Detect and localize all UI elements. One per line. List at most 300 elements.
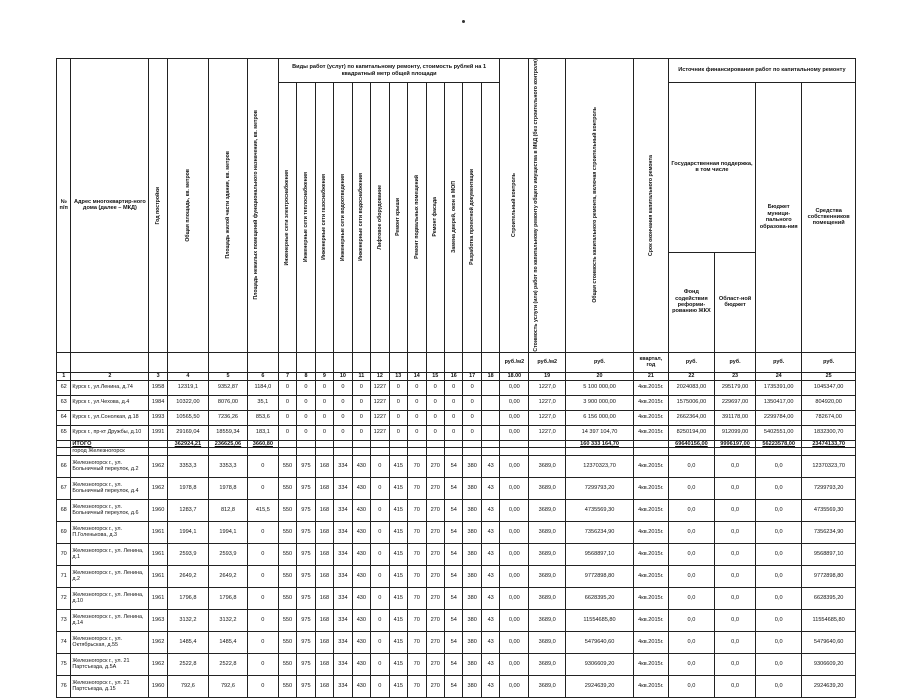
row-living-area: 3132,2 [208, 609, 247, 631]
row-work-cost: 0 [297, 395, 315, 410]
row-nonliving-area: 0 [247, 675, 278, 697]
row-regional: 912099,00 [715, 425, 756, 440]
row-work-cost: 380 [463, 587, 481, 609]
row-address: Железногорск г., ул. Ленина, д.14 [71, 609, 149, 631]
row-work-cost [481, 395, 500, 410]
row-number: 68 [57, 499, 71, 521]
row-work-cost: 334 [334, 587, 352, 609]
row-year: 1961 [149, 521, 167, 543]
row-work-cost: 334 [334, 675, 352, 697]
column-number: 4 [167, 372, 208, 380]
row-year: 1963 [149, 609, 167, 631]
city-spacer [668, 447, 714, 455]
row-total-area: 10565,50 [167, 410, 208, 425]
col-regional-header: Област-ной бюджет [715, 252, 756, 352]
row-work-cost: 270 [426, 543, 444, 565]
total-spacer [408, 440, 426, 447]
row-unit-cost: 3689,0 [529, 477, 566, 499]
col-address-header: Адрес многоквартир-ного дома (далее – МКД) [71, 59, 149, 353]
row-address: Железногорск г., ул. Больничный переулок, д.6 [71, 499, 149, 521]
row-control: 0,00 [500, 380, 529, 395]
total-living: 236625,06 [208, 440, 247, 447]
row-work-cost: 270 [426, 675, 444, 697]
row-work-cost: 380 [463, 565, 481, 587]
row-work-cost: 168 [315, 631, 333, 653]
row-work-cost: 0 [371, 675, 389, 697]
row-address: Курск г., ул.Сонолкая, д.18 [71, 410, 149, 425]
row-number: 63 [57, 395, 71, 410]
row-living-area: 1994,1 [208, 521, 247, 543]
row-work-cost: 0 [352, 395, 370, 410]
row-municipal: 5402551,00 [756, 425, 802, 440]
row-control: 0,00 [500, 675, 529, 697]
row-work-cost: 0 [371, 543, 389, 565]
row-work-cost: 168 [315, 587, 333, 609]
row-work-cost: 380 [463, 455, 481, 477]
row-work-cost: 70 [408, 455, 426, 477]
row-owners: 12370323,70 [802, 455, 856, 477]
row-regional: 0,0 [715, 543, 756, 565]
col-work-9-header: Ремонт фасада [432, 197, 439, 238]
row-work-cost: 54 [444, 631, 462, 653]
row-work-cost: 415 [389, 653, 407, 675]
row-total-area: 1994,1 [167, 521, 208, 543]
column-number: 8 [297, 372, 315, 380]
row-work-cost: 43 [481, 609, 500, 631]
row-work-cost: 43 [481, 455, 500, 477]
row-work-cost: 168 [315, 477, 333, 499]
total-spacer [315, 440, 333, 447]
row-work-cost: 0 [352, 380, 370, 395]
row-nonliving-area: 0 [247, 543, 278, 565]
col-nonliving-area-header: Площадь нежилых помещений функционального назначения, кв. метров [252, 110, 259, 301]
column-number: 18 [481, 372, 500, 380]
row-work-cost: 0 [315, 380, 333, 395]
row-total-cost: 2924639,20 [566, 675, 634, 697]
row-work-cost: 430 [352, 609, 370, 631]
row-work-cost: 54 [444, 565, 462, 587]
city-spacer [463, 447, 481, 455]
row-municipal: 0,0 [756, 521, 802, 543]
row-total-cost: 4735569,30 [566, 499, 634, 521]
row-regional: 0,0 [715, 609, 756, 631]
row-work-cost: 43 [481, 521, 500, 543]
row-work-cost: 1227 [371, 380, 389, 395]
row-work-cost: 54 [444, 521, 462, 543]
row-municipal: 1350417,00 [756, 395, 802, 410]
row-work-cost: 270 [426, 653, 444, 675]
row-regional: 0,0 [715, 455, 756, 477]
table-row [57, 521, 856, 543]
row-work-cost: 430 [352, 631, 370, 653]
row-deadline: 4кв.2015г. [633, 587, 668, 609]
row-regional: 0,0 [715, 587, 756, 609]
table-row [57, 631, 856, 653]
row-owners: 4735569,30 [802, 499, 856, 521]
column-number: 3 [149, 372, 167, 380]
row-regional: 295179,00 [715, 380, 756, 395]
row-deadline: 4кв.2015г. [633, 380, 668, 395]
table-row [57, 543, 856, 565]
row-deadline: 4кв.2015г. [633, 565, 668, 587]
row-total-cost: 7299793,20 [566, 477, 634, 499]
row-work-cost: 1227 [371, 410, 389, 425]
total-municipal: 56223578,00 [756, 440, 802, 447]
total-label: ИТОГО [71, 440, 149, 447]
table-row [57, 499, 856, 521]
row-unit-cost: 1227,0 [529, 425, 566, 440]
col-work-4-header: Инженерные сети водоотведения [339, 173, 346, 261]
row-work-cost: 0 [426, 395, 444, 410]
unit-cell: руб./м2 [500, 352, 529, 372]
city-spacer [426, 447, 444, 455]
row-unit-cost: 3689,0 [529, 521, 566, 543]
row-work-cost: 415 [389, 675, 407, 697]
row-municipal: 0,0 [756, 653, 802, 675]
col-work-10-header: Замена дверей, окон в МОП [450, 181, 457, 254]
col-owners-header: Средства собственников помещений [802, 83, 856, 353]
row-work-cost: 70 [408, 565, 426, 587]
row-living-area: 1978,8 [208, 477, 247, 499]
row-work-cost: 0 [371, 521, 389, 543]
unit-cell: руб./м2 [529, 352, 566, 372]
row-municipal: 0,0 [756, 565, 802, 587]
row-regional: 0,0 [715, 499, 756, 521]
row-work-cost: 334 [334, 477, 352, 499]
row-work-cost: 430 [352, 521, 370, 543]
row-work-cost: 550 [278, 499, 296, 521]
row-total-area: 12319,1 [167, 380, 208, 395]
row-work-cost: 270 [426, 455, 444, 477]
row-work-cost: 0 [426, 425, 444, 440]
row-work-cost: 0 [444, 425, 462, 440]
row-total-cost: 9772898,80 [566, 565, 634, 587]
row-work-cost: 0 [371, 477, 389, 499]
city-spacer [208, 447, 247, 455]
col-work-7-header: Ремонт крыши [395, 198, 402, 237]
row-work-cost: 0 [334, 380, 352, 395]
row-total-cost: 3 900 000,00 [566, 395, 634, 410]
row-work-cost: 0 [463, 380, 481, 395]
row-control: 0,00 [500, 499, 529, 521]
city-spacer [278, 447, 296, 455]
row-total-cost: 5479640,60 [566, 631, 634, 653]
row-work-cost: 380 [463, 653, 481, 675]
row-address: Железногорск г., ул. 21 Партсъезда, д.15 [71, 675, 149, 697]
row-owners: 9568897,10 [802, 543, 856, 565]
row-work-cost: 550 [278, 477, 296, 499]
col-deadline-header: Срок окончания капитального ремонта [647, 154, 654, 256]
row-work-cost: 168 [315, 609, 333, 631]
city-spacer [167, 447, 208, 455]
row-total-area: 792,6 [167, 675, 208, 697]
row-work-cost: 415 [389, 609, 407, 631]
row-year: 1962 [149, 455, 167, 477]
table-row [57, 653, 856, 675]
row-number: 74 [57, 631, 71, 653]
row-fund: 0,0 [668, 587, 714, 609]
row-work-cost: 0 [334, 410, 352, 425]
row-work-cost: 54 [444, 499, 462, 521]
row-work-cost: 975 [297, 587, 315, 609]
row-year: 1958 [149, 380, 167, 395]
row-nonliving-area: 0 [247, 631, 278, 653]
row-work-cost: 975 [297, 675, 315, 697]
column-number: 18.00 [500, 372, 529, 380]
row-work-cost: 550 [278, 675, 296, 697]
row-owners: 804920,00 [802, 395, 856, 410]
row-work-cost: 54 [444, 587, 462, 609]
table-body [57, 372, 856, 697]
row-work-cost: 550 [278, 587, 296, 609]
column-number: 23 [715, 372, 756, 380]
col-living-area-header: Площадь жилой части здания, кв. метров [224, 151, 231, 260]
row-total-cost: 6 156 000,00 [566, 410, 634, 425]
table-row [57, 410, 856, 425]
row-address: Курск г., ул.Чехова, д.4 [71, 395, 149, 410]
column-number: 10 [334, 372, 352, 380]
row-control: 0,00 [500, 477, 529, 499]
row-total-area: 1978,8 [167, 477, 208, 499]
unit-cell: руб. [756, 352, 802, 372]
column-number: 22 [668, 372, 714, 380]
row-work-cost: 0 [371, 499, 389, 521]
row-living-area: 3353,3 [208, 455, 247, 477]
row-total-area: 2649,2 [167, 565, 208, 587]
row-work-cost [481, 425, 500, 440]
row-work-cost: 270 [426, 477, 444, 499]
column-number: 7 [278, 372, 296, 380]
row-nonliving-area: 0 [247, 653, 278, 675]
unit-cell: квартал, год [633, 352, 668, 372]
row-living-area: 792,6 [208, 675, 247, 697]
city-spacer [633, 447, 668, 455]
row-number: 70 [57, 543, 71, 565]
col-year-header: Год постройки [154, 186, 161, 225]
row-work-cost: 270 [426, 587, 444, 609]
row-work-cost: 415 [389, 631, 407, 653]
row-owners: 1832300,70 [802, 425, 856, 440]
row-year: 1960 [149, 675, 167, 697]
row-work-cost: 0 [278, 395, 296, 410]
row-work-cost: 0 [463, 425, 481, 440]
row-unit-cost: 3689,0 [529, 631, 566, 653]
row-total-cost: 5 100 000,00 [566, 380, 634, 395]
row-work-cost: 43 [481, 499, 500, 521]
col-work-2-header: Инженерные сети теплоснабжения [302, 172, 309, 263]
row-deadline: 4кв.2015г. [633, 477, 668, 499]
row-work-cost: 0 [278, 425, 296, 440]
row-work-cost: 54 [444, 543, 462, 565]
table-row [57, 587, 856, 609]
row-work-cost: 168 [315, 543, 333, 565]
row-work-cost: 54 [444, 609, 462, 631]
row-total-area: 3353,3 [167, 455, 208, 477]
row-work-cost: 0 [371, 565, 389, 587]
total-spacer [633, 440, 668, 447]
row-control: 0,00 [500, 543, 529, 565]
row-work-cost: 415 [389, 543, 407, 565]
row-year: 1993 [149, 410, 167, 425]
row-municipal: 0,0 [756, 675, 802, 697]
total-spacer [389, 440, 407, 447]
city-spacer [444, 447, 462, 455]
row-work-cost: 1227 [371, 395, 389, 410]
col-fund-header: Фонд содействия реформи-рованию ЖКХ [668, 252, 714, 352]
row-unit-cost: 3689,0 [529, 499, 566, 521]
row-owners: 2924639,20 [802, 675, 856, 697]
row-work-cost: 70 [408, 609, 426, 631]
col-work-11-header: Разработка проектной документации [468, 169, 475, 266]
row-owners: 1045347,00 [802, 380, 856, 395]
unit-cell: руб. [715, 352, 756, 372]
row-work-cost: 0 [463, 395, 481, 410]
row-fund: 0,0 [668, 543, 714, 565]
row-nonliving-area: 0 [247, 609, 278, 631]
row-municipal: 0,0 [756, 499, 802, 521]
total-regional: 9996197,00 [715, 440, 756, 447]
row-work-cost: 380 [463, 675, 481, 697]
row-nonliving-area: 415,5 [247, 499, 278, 521]
row-work-cost: 0 [371, 609, 389, 631]
row-work-cost: 430 [352, 455, 370, 477]
row-address: Железногорск г., ул. Больничный переулок, д.4 [71, 477, 149, 499]
total-nonliving: 3660,80 [247, 440, 278, 447]
row-fund: 0,0 [668, 653, 714, 675]
row-work-cost: 70 [408, 653, 426, 675]
row-fund: 0,0 [668, 609, 714, 631]
col-work-5-header: Инженерные сети водоснабжения [358, 173, 365, 262]
row-work-cost: 168 [315, 675, 333, 697]
row-work-cost: 0 [371, 455, 389, 477]
row-work-cost: 975 [297, 565, 315, 587]
row-deadline: 4кв.2015г. [633, 395, 668, 410]
row-unit-cost: 3689,0 [529, 543, 566, 565]
row-deadline: 4кв.2015г. [633, 609, 668, 631]
total-spacer [481, 440, 500, 447]
row-nonliving-area: 35,1 [247, 395, 278, 410]
row-address: Железногорск г., ул. 21 Партсъезда, д.5А [71, 653, 149, 675]
row-number: 73 [57, 609, 71, 631]
row-owners: 9306609,20 [802, 653, 856, 675]
row-address: Железногорск г., ул. Больничный переулок, д.2 [71, 455, 149, 477]
row-deadline: 4кв.2015г. [633, 631, 668, 653]
col-total-area-header: Общая площадь, кв. метров [184, 168, 191, 242]
row-fund: 0,0 [668, 565, 714, 587]
row-regional: 0,0 [715, 631, 756, 653]
total-spacer [371, 440, 389, 447]
row-work-cost: 0 [315, 410, 333, 425]
row-address: Железногорск г., ул. Ленина, д.1 [71, 543, 149, 565]
row-work-cost: 334 [334, 565, 352, 587]
row-work-cost: 380 [463, 477, 481, 499]
row-total-cost: 12370323,70 [566, 455, 634, 477]
row-number: 67 [57, 477, 71, 499]
row-work-cost: 430 [352, 565, 370, 587]
total-spacer [529, 440, 566, 447]
col-work-1-header: Инженерные сети электроснабжения [284, 169, 291, 265]
row-work-cost: 70 [408, 477, 426, 499]
table-row [57, 455, 856, 477]
row-number: 72 [57, 587, 71, 609]
row-work-cost: 975 [297, 499, 315, 521]
row-work-cost: 334 [334, 499, 352, 521]
column-number: 20 [566, 372, 634, 380]
row-municipal: 0,0 [756, 587, 802, 609]
total-row [57, 440, 856, 447]
column-number: 17 [463, 372, 481, 380]
row-work-cost: 270 [426, 521, 444, 543]
row-fund: 0,0 [668, 631, 714, 653]
col-control-header: Строительный контроль [511, 173, 518, 238]
city-spacer [481, 447, 500, 455]
city-spacer [149, 447, 167, 455]
works-group-header: Виды работ (услуг) по капитальному ремонту, стоимость рублей на 1 квадратный метр общей площади [278, 59, 500, 83]
row-work-cost: 975 [297, 543, 315, 565]
column-number: 6 [247, 372, 278, 380]
row-fund: 0,0 [668, 675, 714, 697]
row-regional: 0,0 [715, 675, 756, 697]
total-spacer [334, 440, 352, 447]
row-work-cost: 415 [389, 565, 407, 587]
row-unit-cost: 3689,0 [529, 455, 566, 477]
city-spacer [566, 447, 634, 455]
column-number: 9 [315, 372, 333, 380]
row-number: 62 [57, 380, 71, 395]
row-work-cost: 380 [463, 521, 481, 543]
row-work-cost: 270 [426, 609, 444, 631]
row-control: 0,00 [500, 521, 529, 543]
row-unit-cost: 3689,0 [529, 609, 566, 631]
row-regional: 0,0 [715, 521, 756, 543]
row-living-area: 1485,4 [208, 631, 247, 653]
row-control: 0,00 [500, 395, 529, 410]
row-work-cost: 334 [334, 543, 352, 565]
row-municipal: 0,0 [756, 631, 802, 653]
row-living-area: 7236,26 [208, 410, 247, 425]
row-work-cost: 430 [352, 675, 370, 697]
row-year: 1962 [149, 653, 167, 675]
row-work-cost: 0 [334, 395, 352, 410]
capital-repair-table [56, 58, 856, 698]
row-work-cost: 168 [315, 565, 333, 587]
row-regional: 0,0 [715, 565, 756, 587]
row-work-cost: 550 [278, 631, 296, 653]
row-work-cost: 975 [297, 631, 315, 653]
row-owners: 6628395,20 [802, 587, 856, 609]
row-regional: 391178,00 [715, 410, 756, 425]
row-work-cost: 0 [297, 425, 315, 440]
row-work-cost: 550 [278, 653, 296, 675]
row-work-cost: 0 [297, 380, 315, 395]
row-work-cost: 430 [352, 587, 370, 609]
row-work-cost: 0 [389, 395, 407, 410]
row-nonliving-area: 0 [247, 455, 278, 477]
row-regional: 229697,00 [715, 395, 756, 410]
row-fund: 2024083,00 [668, 380, 714, 395]
row-unit-cost: 3689,0 [529, 587, 566, 609]
row-address: Железногорск г., ул. Ленина, д.10 [71, 587, 149, 609]
row-living-area: 9352,87 [208, 380, 247, 395]
row-living-area: 812,8 [208, 499, 247, 521]
row-work-cost: 0 [408, 425, 426, 440]
row-work-cost: 70 [408, 499, 426, 521]
row-work-cost: 0 [444, 410, 462, 425]
table-row [57, 609, 856, 631]
city-row [57, 447, 856, 455]
row-work-cost: 70 [408, 675, 426, 697]
row-work-cost: 380 [463, 631, 481, 653]
